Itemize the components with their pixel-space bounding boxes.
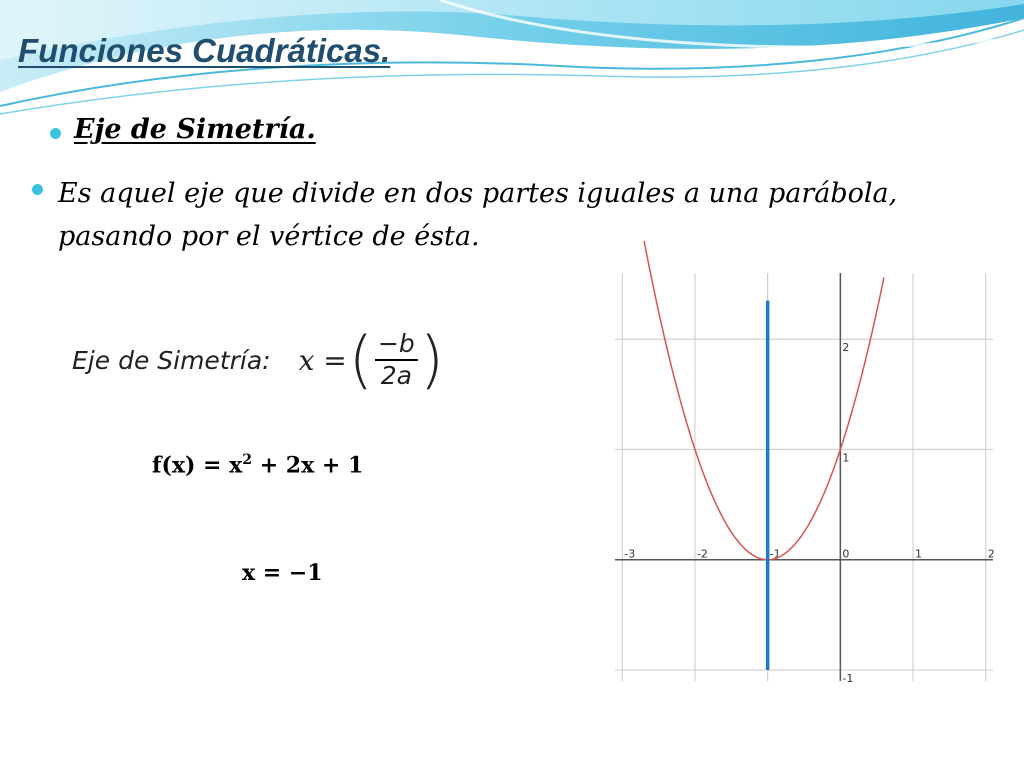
x-tick-label: 2 [987, 547, 995, 561]
bullet-dot-icon [50, 128, 61, 139]
function-exponent: 2 [242, 452, 253, 468]
parabola-chart [615, 273, 995, 685]
result-formula: x = −1 [242, 560, 323, 586]
function-formula [152, 452, 363, 478]
axis-formula [72, 323, 446, 396]
y-tick-label: 1 [842, 451, 850, 465]
bullet-dot-icon [32, 184, 43, 195]
fraction-numerator: −b [375, 330, 418, 361]
axis-formula-label: Eje de Simetría: [72, 345, 271, 375]
right-paren: ) [419, 323, 444, 396]
x-tick-label: 1 [915, 547, 923, 561]
plot-background [615, 273, 993, 681]
x-tick-label: 0 [842, 547, 850, 561]
fraction-denominator: 2a [380, 361, 412, 390]
function-rest: + 2x + 1 [252, 452, 364, 479]
y-tick-label: -1 [842, 671, 854, 685]
bullet-eje-de-simetria: Eje de Simetría. [74, 114, 316, 145]
x-tick-label: -2 [696, 547, 708, 561]
bullet-definition: Es aquel eje que divide en dos partes iguales a una parábola, pasando por el vértice de ésta. [58, 178, 898, 252]
left-paren: ( [348, 323, 373, 396]
fraction [375, 330, 418, 390]
y-tick-label: 2 [842, 341, 850, 355]
slide-title: Funciones Cuadráticas. [18, 32, 391, 69]
function-lhs: f(x) = x [152, 452, 243, 479]
x-tick-label: -1 [769, 547, 781, 561]
axis-formula-lhs: x = [298, 343, 347, 377]
x-tick-label: -3 [624, 547, 636, 561]
